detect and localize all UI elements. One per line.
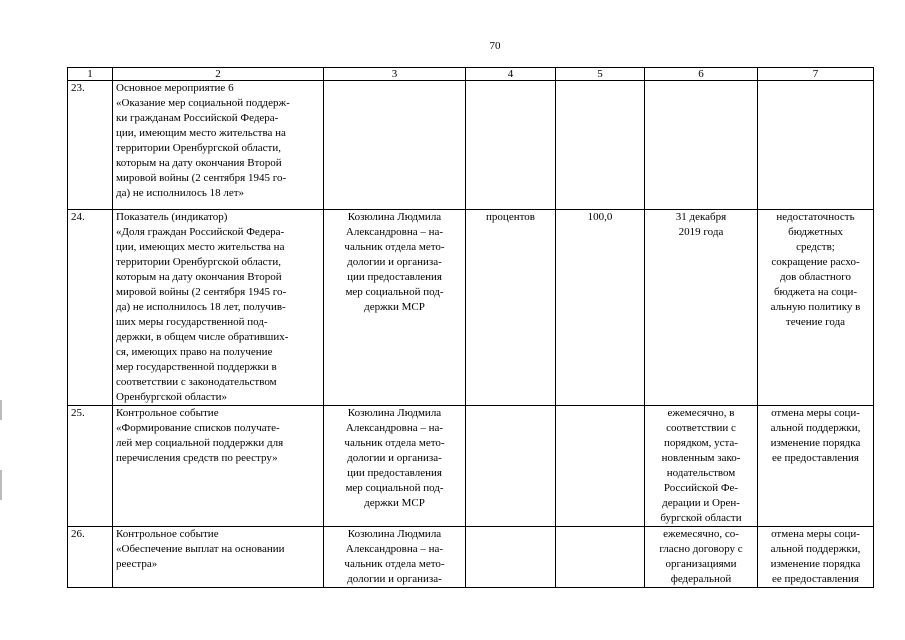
description-line: которым на дату окончания Второй — [116, 271, 282, 283]
description-line: держки, в общем числе обративших- — [116, 331, 289, 343]
row-risk — [758, 81, 874, 210]
table-row — [68, 527, 874, 588]
row-unit — [466, 81, 556, 210]
row-deadline — [645, 210, 758, 406]
column-number: 1 — [68, 68, 113, 81]
row-number: 26. — [68, 527, 113, 588]
responsible-line: держки МСР — [364, 497, 425, 509]
scan-edge-mark — [0, 400, 2, 420]
risk-line: недостаточность — [776, 211, 855, 223]
responsible-line: мер социальной под- — [345, 286, 444, 298]
description-line: лей мер социальной поддержки для — [116, 437, 284, 449]
column-number: 4 — [466, 68, 556, 81]
description-line: ших меры государственной под- — [116, 316, 268, 328]
description-line: мировой войны (2 сентября 1945 го- — [116, 172, 287, 184]
deadline-line: ежемесячно, со- — [663, 528, 739, 540]
risk-line: ее предоставления — [772, 452, 859, 464]
row-description — [113, 81, 324, 210]
row-description — [113, 210, 324, 406]
deadline-line: 2019 года — [678, 226, 724, 238]
column-number: 6 — [645, 68, 758, 81]
description-line: мировой войны (2 сентября 1945 го- — [116, 286, 287, 298]
scan-edge-mark — [0, 470, 2, 500]
description-line: Основное мероприятие 6 — [116, 82, 234, 94]
description-line: соответствии с законодательством — [116, 376, 277, 388]
responsible-line: дологии и организа- — [347, 573, 442, 585]
risk-line: альную политику в — [770, 301, 861, 313]
deadline-line: дерации и Орен- — [662, 497, 740, 509]
column-number: 3 — [324, 68, 466, 81]
description-line: ции, имеющим место жительства на — [116, 127, 286, 139]
description-line: территории Оренбургской области, — [116, 142, 281, 154]
deadline-line: федеральной — [670, 573, 732, 585]
row-deadline — [645, 406, 758, 527]
column-number: 2 — [113, 68, 324, 81]
description-line: реестра» — [116, 558, 158, 570]
row-unit: процентов — [466, 210, 556, 406]
description-line: ции, имеющих место жительства на — [116, 241, 285, 253]
deadline-line: 31 декабря — [675, 211, 727, 223]
table-row — [68, 81, 874, 210]
deadline-line: организациями — [665, 558, 737, 570]
risk-line: дов областного — [779, 271, 852, 283]
deadline-line: соответствии с — [666, 422, 736, 434]
responsible-line: ции предоставления — [347, 271, 442, 283]
description-line: территории Оренбургской области, — [116, 256, 281, 268]
responsible-line: мер социальной под- — [345, 482, 444, 494]
responsible-line: Козюлина Людмила — [347, 211, 442, 223]
risk-line: течение года — [785, 316, 846, 328]
description-line: ся, имеющих право на получение — [116, 346, 273, 358]
row-responsible — [324, 81, 466, 210]
risk-line: бюджета на соци- — [773, 286, 858, 298]
deadline-line: новленным зако- — [661, 452, 741, 464]
responsible-line: Александровна – на- — [345, 543, 444, 555]
row-number: 24. — [68, 210, 113, 406]
row-responsible — [324, 210, 466, 406]
responsible-line: чальник отдела мето- — [344, 437, 445, 449]
description-line: которым на дату окончания Второй — [116, 157, 282, 169]
description-line: Оренбургской области» — [116, 391, 227, 403]
risk-line: отмена меры соци- — [771, 528, 860, 540]
responsible-line: Александровна – на- — [345, 422, 444, 434]
row-risk — [758, 210, 874, 406]
risk-line: отмена меры соци- — [771, 407, 860, 419]
responsible-line: дологии и организа- — [347, 452, 442, 464]
deadline-line: Российской Фе- — [663, 482, 739, 494]
row-risk — [758, 406, 874, 527]
description-line: «Оказание мер социальной поддерж- — [116, 97, 290, 109]
description-line: да) не исполнилось 18 лет» — [116, 187, 245, 199]
deadline-line: нодательством — [666, 467, 736, 479]
risk-line: альной поддержки, — [770, 543, 861, 555]
description-line: Контрольное событие — [116, 528, 219, 540]
row-description — [113, 406, 324, 527]
plan-table — [67, 67, 874, 588]
responsible-line: дологии и организа- — [347, 256, 442, 268]
row-deadline — [645, 81, 758, 210]
row-unit — [466, 406, 556, 527]
responsible-line: чальник отдела мето- — [344, 241, 445, 253]
deadline-line: бургской области — [660, 512, 742, 524]
description-line: да) не исполнилось 18 лет, получив- — [116, 301, 286, 313]
risk-line: альной поддержки, — [770, 422, 861, 434]
row-value: 100,0 — [556, 210, 645, 406]
description-line: ки гражданам Российской Федера- — [116, 112, 279, 124]
responsible-line: держки МСР — [364, 301, 425, 313]
row-responsible — [324, 406, 466, 527]
table-row — [68, 406, 874, 527]
description-line: Контрольное событие — [116, 407, 219, 419]
description-line: Показатель (индикатор) — [116, 211, 228, 223]
risk-line: сокращение расхо- — [771, 256, 860, 268]
responsible-line: Козюлина Людмила — [347, 528, 442, 540]
row-value — [556, 527, 645, 588]
column-number: 5 — [556, 68, 645, 81]
row-risk — [758, 527, 874, 588]
risk-line: средств; — [796, 241, 835, 253]
responsible-line: Козюлина Людмила — [347, 407, 442, 419]
responsible-line: чальник отдела мето- — [344, 558, 445, 570]
row-number: 25. — [68, 406, 113, 527]
description-line: мер государственной поддержки в — [116, 361, 277, 373]
description-line: «Обеспечение выплат на основании — [116, 543, 285, 555]
row-description — [113, 527, 324, 588]
description-line: «Формирование списков получате- — [116, 422, 280, 434]
row-responsible — [324, 527, 466, 588]
risk-line: изменение порядка — [770, 437, 861, 449]
description-line: «Доля граждан Российской Федера- — [116, 226, 285, 238]
row-unit — [466, 527, 556, 588]
row-deadline — [645, 527, 758, 588]
row-value — [556, 81, 645, 210]
deadline-line: порядком, уста- — [664, 437, 738, 449]
row-value — [556, 406, 645, 527]
responsible-line: ции предоставления — [347, 467, 442, 479]
description-line: перечисления средств по реестру» — [116, 452, 278, 464]
risk-line: изменение порядка — [770, 558, 861, 570]
table-row — [68, 210, 874, 406]
column-number: 7 — [758, 68, 874, 81]
row-number: 23. — [68, 81, 113, 210]
column-number-row — [68, 68, 874, 81]
responsible-line: Александровна – на- — [345, 226, 444, 238]
deadline-line: ежемесячно, в — [667, 407, 735, 419]
risk-line: ее предоставления — [772, 573, 859, 585]
deadline-line: гласно договору с — [659, 543, 743, 555]
risk-line: бюджетных — [788, 226, 843, 238]
page-number: 70 — [489, 40, 501, 52]
